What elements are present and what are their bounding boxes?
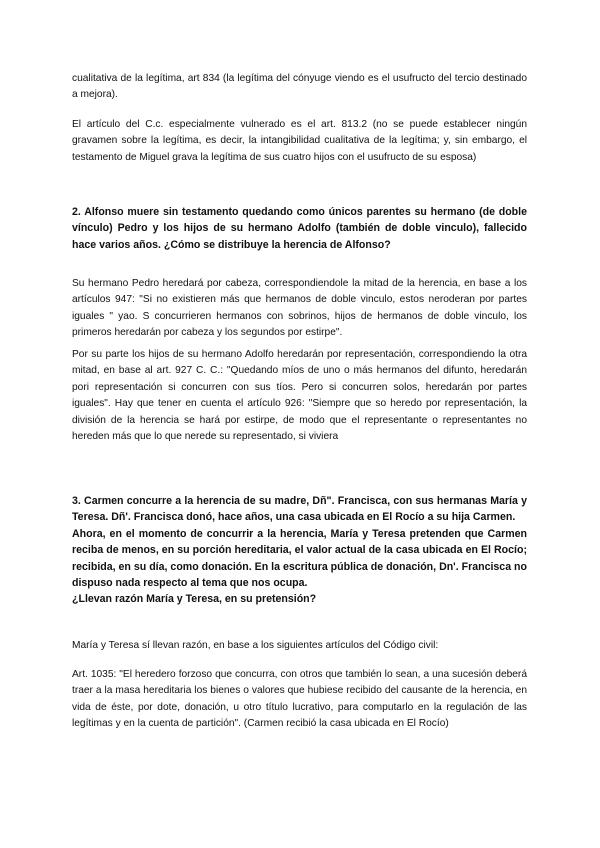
question-3-statement: 3. Carmen concurre a la herencia de su madre, Dñ". Francisca, con sus hermanas María y Teresa. Dñ'. Francisca donó, hace años, una casa ubicada en El Rocío a su hija Carmen. [72, 495, 527, 524]
answer-3-article-1035: Art. 1035: "El heredero forzoso que concurra, con otros que también lo sean, a una sucesión deberá traer a la masa hereditaria los bienes o valores que hubiese recibido del causante de la herencia, en vida de éste, por dote, donación, u otro título lucrativo, para computarlo en la regulación de las legítimas y en la cuenta de partición". (Carmen recibió la casa ubicada en El Rocío) [72, 669, 527, 730]
question-3-context: Ahora, en el momento de concurrir a la herencia, María y Teresa pretenden que Carmen reciba de menos, en su porción hereditaria, el valor actual de la casa ubicada en El Rocío; recibida, en su día, como donación. En la escritura pública de donación, Dn'. Francisca no dispuso nada respecto al tema que nos ocupa. [72, 527, 527, 590]
answer-3-intro: María y Teresa sí llevan razón, en base a los siguientes artículos del Código civil: [72, 640, 439, 651]
question-3 [72, 493, 527, 608]
answer-2-paragraph-1: Su hermano Pedro heredará por cabeza, correspondiendole la mitad de la herencia, en base a los artículos 947: "Si no existieren más que hermanos de doble vinculo, estos neroderan por partes iguales " yao. S concurrieren hermanos con sobrinos, hijos de hermanos de doble vinculo, los primeros heredarán por cabeza y los segundos por estirpe". [72, 278, 527, 339]
paragraph-article-813: El artículo del C.c. especialmente vulnerado es el art. 813.2 (no se puede establecer ningún gravamen sobre la legítima, es decir, la intangibilidad cualitativa de la legítima; y, sin embargo, el testamento de Miguel grava la legítima de sus cuatro hijos con el usufructo de su esposa) [72, 119, 527, 163]
paragraph-intro: cualitativa de la legítima, art 834 (la legítima del cónyuge viendo es el usufructo del tercio destinado a mejora). [72, 73, 527, 101]
answer-2-paragraph-2: Por su parte los hijos de su hermano Adolfo heredarán por representación, correspondiendo la otra mitad, en base al art. 927 C. C.: "Quedando míos de uno o más hermanos del difunto, heredarán pori representación si concurren con sus tíos. Pero si concurren solos, heredarán por partes iguales". Hay que tener en cuenta el artículo 926: "Siempre que so heredo por representación, la división de la herencia se hará por estirpe, de modo que el representante o representantes no hereden más que lo que nerede su representado, si viviera [72, 349, 527, 443]
question-2 [72, 204, 527, 253]
question-3-question: ¿Llevan razón María y Teresa, en su pretensión? [72, 593, 317, 606]
question-2-text: 2. Alfonso muere sin testamento quedando como únicos parentes su hermano (de doble vínculo) Pedro y los hijos de su hermano Adolfo (también de doble vinculo), fallecido hace varios años. ¿Cómo se distribuye la herencia de Alfonso? [72, 206, 527, 251]
